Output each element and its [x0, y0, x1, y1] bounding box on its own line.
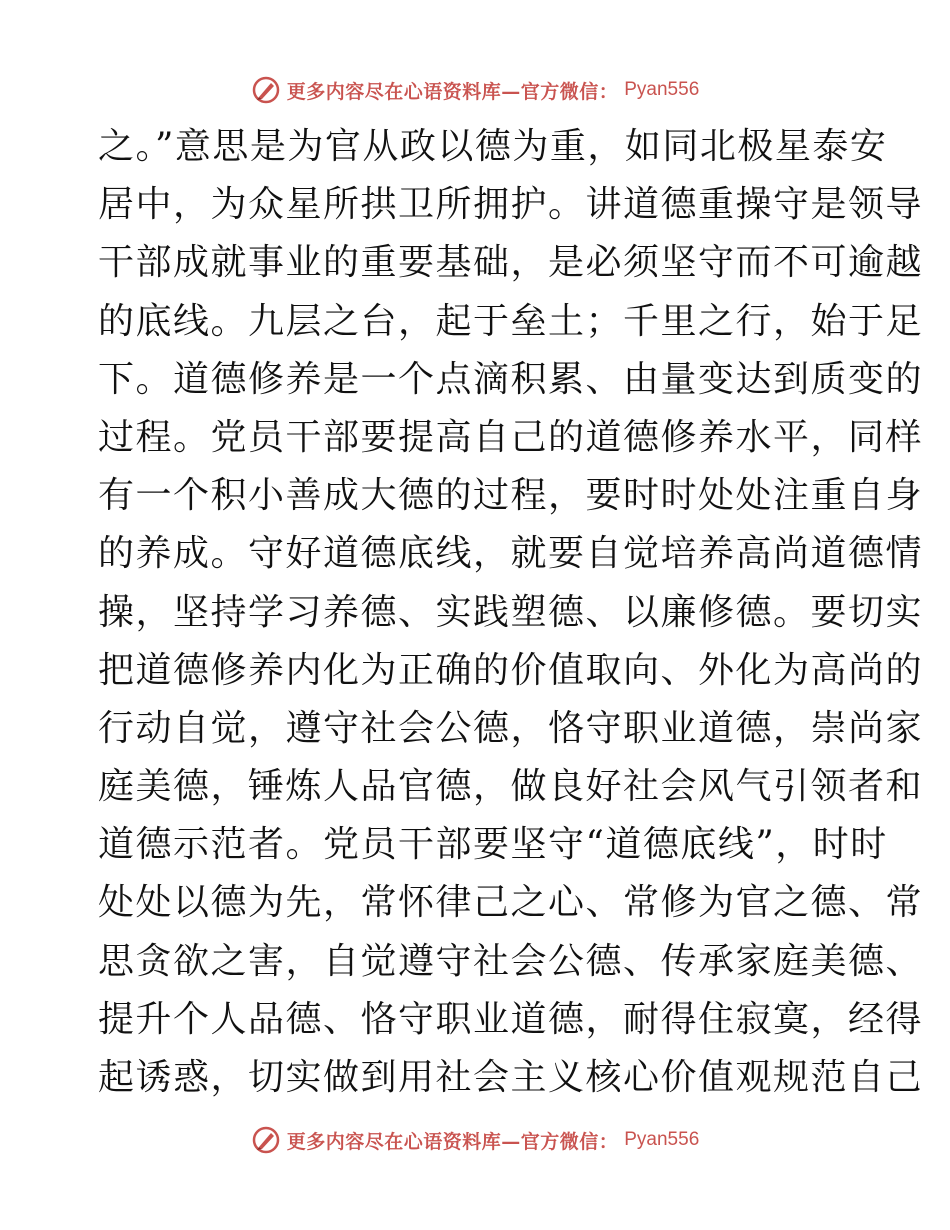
header-banner: [0, 70, 950, 110]
document-body: [98, 118, 924, 1107]
body-line: 过程。党员干部要提高自己的道德修养水平，同样: [98, 416, 924, 458]
body-line: 起诱惑，切实做到用社会主义核心价值观规范自己: [98, 1057, 924, 1098]
body-line: 处处以德为先，常怀律己之心、常修为官之德、常: [98, 882, 924, 924]
body-line: 下。道德修养是一个点滴积累、由量变达到质变的: [98, 358, 924, 400]
footer-banner-text: 更多内容尽在心语资料库—官方微信：: [286, 1130, 619, 1153]
header-wechat-id: Pyan556: [624, 79, 700, 100]
pen-logo-icon: [251, 1125, 281, 1155]
body-line: 之。”意思是为官从政以德为重，如同北极星泰安: [98, 126, 888, 167]
body-line: 把道德修养内化为正确的价值取向、外化为高尚的: [98, 649, 924, 691]
body-line: 道德示范者。党员干部要坚守“道德底线”，时时: [98, 824, 888, 866]
footer-wechat-id: Pyan556: [624, 1129, 700, 1150]
body-line: 居中，为众星所拱卫所拥护。讲道德重操守是领导: [98, 184, 924, 226]
body-line: 有一个积小善成大德的过程，要时时处处注重自身: [98, 475, 924, 517]
body-line: 的养成。守好道德底线，就要自觉培养高尚道德情: [98, 533, 924, 575]
footer-banner: [0, 1120, 950, 1160]
body-line: 行动自觉，遵守社会公德，恪守职业道德，崇尚家: [98, 707, 924, 749]
body-line: 的底线。九层之台，起于垒土；千里之行，始于足: [98, 300, 924, 342]
pen-logo-icon: [251, 75, 281, 105]
header-banner-text: 更多内容尽在心语资料库—官方微信：: [286, 80, 619, 103]
body-line: 思贪欲之害，自觉遵守社会公德、传承家庭美德、: [98, 940, 924, 982]
body-line: 庭美德，锤炼人品官德，做良好社会风气引领者和: [98, 766, 924, 808]
body-line: 提升个人品德、恪守职业道德，耐得住寂寞，经得: [98, 998, 924, 1040]
body-line: 操，坚持学习养德、实践塑德、以廉修德。要切实: [98, 591, 924, 633]
body-line: 干部成就事业的重要基础，是必须坚守而不可逾越: [98, 242, 924, 284]
